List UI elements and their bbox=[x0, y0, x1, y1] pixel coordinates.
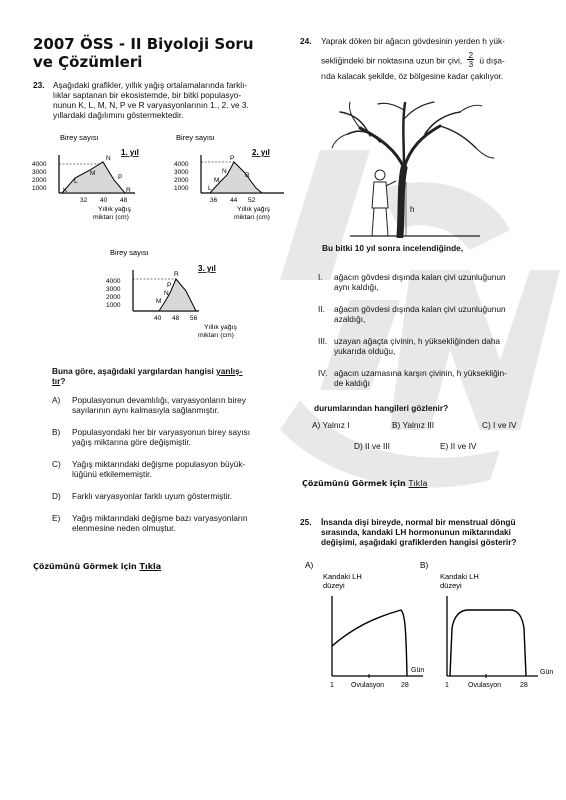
x-tick: 1 bbox=[330, 682, 334, 689]
option-text: Populasyondaki her bir varyasyonun birey sayısı bbox=[72, 427, 251, 437]
y-tick: 3000 bbox=[32, 169, 47, 176]
y-tick: 3000 bbox=[106, 286, 121, 293]
point-label: N bbox=[222, 168, 227, 175]
option-text: yağış miktarına göre değişmiştir. bbox=[72, 437, 191, 447]
option-b[interactable] bbox=[52, 427, 292, 447]
point-label: M bbox=[156, 298, 162, 305]
question-24-intro: Bu bitki 10 yıl sonra incelendiğinde, bbox=[322, 243, 464, 253]
statement-text: yukarıda olduğu, bbox=[334, 346, 396, 356]
x-tick: 56 bbox=[190, 315, 198, 322]
option-text: lüğünü etkilememiştir. bbox=[72, 469, 152, 479]
x-axis-unit: Gün bbox=[411, 667, 425, 674]
y-tick: 1000 bbox=[174, 185, 189, 192]
stem-line: lıklar saptanan bir ekosistemde, bir bitki populasyo- bbox=[53, 90, 242, 100]
question-number: 23. bbox=[33, 80, 45, 90]
option-letter: B) bbox=[420, 560, 429, 570]
x-tick: 40 bbox=[154, 315, 162, 322]
graph-y-label: Kandaki LH bbox=[323, 572, 362, 581]
y-tick: 4000 bbox=[32, 161, 47, 168]
statement-number: III. bbox=[318, 336, 328, 346]
x-axis-label: miktarı (cm) bbox=[198, 332, 234, 339]
point-label: K bbox=[63, 187, 68, 194]
question-number: 25. bbox=[300, 517, 312, 527]
point-label: P bbox=[118, 174, 123, 181]
prompt-mark: ? bbox=[60, 376, 66, 386]
y-tick: 4000 bbox=[174, 161, 189, 168]
x-axis-label: Yıllık yağış bbox=[98, 206, 131, 213]
stem-line: Aşağıdaki grafikler, yıllık yağış ortalamalarında farklı- bbox=[53, 80, 248, 90]
fraction bbox=[467, 51, 474, 68]
statement-item bbox=[318, 304, 553, 326]
stem-line: İnsanda dişi bireyde, normal bir menstrual döngü bbox=[321, 517, 516, 527]
x-axis-label: miktarı (cm) bbox=[93, 214, 129, 221]
point-label: M bbox=[214, 177, 220, 184]
fraction-numerator: 2 bbox=[468, 50, 474, 60]
graph-year-label: 2. yıl bbox=[252, 148, 270, 157]
x-axis-label: Yıllık yağış bbox=[204, 324, 237, 331]
point-label: L bbox=[208, 185, 212, 192]
question-24-options-row1 bbox=[302, 420, 552, 430]
option-letter: A) bbox=[305, 560, 314, 570]
x-tick: 28 bbox=[520, 682, 528, 689]
option-letter: D) bbox=[52, 491, 61, 501]
x-tick: 40 bbox=[100, 197, 108, 204]
statement-text: ağacın uzamasına karşın çivinin, h yüksekliğin- bbox=[334, 368, 507, 378]
link-prefix: Çözümünü Görmek için bbox=[302, 479, 409, 488]
stem-text: ü dışa- bbox=[479, 55, 505, 66]
x-tick: 52 bbox=[248, 197, 256, 204]
statement-text: uzayan ağaçta çivinin, h yüksekliğinden daha bbox=[334, 336, 501, 346]
prompt-emphasis: tır bbox=[52, 376, 61, 386]
graph-y-label: Birey sayısı bbox=[176, 133, 215, 142]
x-tick: 48 bbox=[172, 315, 180, 322]
x-tick: 28 bbox=[401, 682, 409, 689]
statement-item bbox=[318, 272, 553, 294]
point-label: R bbox=[126, 187, 131, 194]
statement-item bbox=[318, 336, 553, 358]
statement-text: ağacın gövdesi dışında kalan çivi uzunluğunun bbox=[334, 304, 506, 314]
link-prefix: Çözümünü Görmek için bbox=[33, 562, 140, 571]
graph-option-b bbox=[418, 558, 558, 693]
x-tick: 32 bbox=[80, 197, 88, 204]
point-label: P bbox=[230, 155, 235, 162]
option-e[interactable] bbox=[52, 513, 292, 533]
question-number: 24. bbox=[300, 36, 312, 46]
graph-year-label: 3. yıl bbox=[198, 264, 216, 273]
y-tick: 1000 bbox=[106, 302, 121, 309]
option-letter: C) bbox=[52, 459, 61, 469]
statement-text: aynı kaldığı, bbox=[334, 282, 379, 292]
stem-line: sırasında, kandaki LH hormonunun miktarındaki bbox=[321, 527, 511, 537]
stem-text: sekliğindeki bir noktasına uzun bir çivi, bbox=[321, 55, 463, 66]
y-tick: 2000 bbox=[174, 177, 189, 184]
y-tick: 3000 bbox=[174, 169, 189, 176]
x-tick: 44 bbox=[230, 197, 238, 204]
solution-link-23-anchor[interactable]: Tıkla bbox=[139, 562, 162, 571]
point-label: N bbox=[106, 155, 111, 162]
statement-number: II. bbox=[318, 304, 325, 314]
question-23-options bbox=[52, 395, 292, 533]
y-tick: 2000 bbox=[32, 177, 47, 184]
point-label: L bbox=[74, 178, 78, 185]
fraction-denominator: 3 bbox=[468, 59, 474, 69]
statement-text: ağacın gövdesi dışında kalan çivi uzunluğunun bbox=[334, 272, 506, 282]
option-c[interactable]: C) I ve IV bbox=[482, 420, 517, 430]
y-tick: 1000 bbox=[32, 185, 47, 192]
graph-y-label: Birey sayısı bbox=[60, 133, 99, 142]
x-axis-label: Yıllık yağış bbox=[237, 206, 270, 213]
option-c[interactable] bbox=[52, 459, 292, 479]
option-letter: E) bbox=[52, 513, 61, 523]
graph-y-label: düzeyi bbox=[323, 581, 345, 590]
question-24-items bbox=[318, 272, 553, 390]
graph-year-label: 1. yıl bbox=[121, 148, 139, 157]
graph-y-label: Kandaki LH bbox=[440, 572, 479, 581]
graph-y-label: Birey sayısı bbox=[110, 248, 149, 257]
question-24-prompt: durumlarından hangileri gözlenir? bbox=[314, 403, 449, 413]
statement-text: azaldığı, bbox=[334, 314, 366, 324]
height-label: h bbox=[410, 205, 415, 214]
statement-number: I. bbox=[318, 272, 323, 282]
x-tick: 36 bbox=[210, 197, 218, 204]
option-letter: B) bbox=[52, 427, 61, 437]
page-title: 2007 ÖSS - II Biyoloji Soru ve Çözümleri bbox=[33, 35, 254, 71]
point-label: M bbox=[90, 170, 96, 177]
point-label: R bbox=[245, 172, 250, 179]
option-text: Yağış miktarındaki değişme populasyon büyük- bbox=[72, 459, 246, 469]
graph-option-a bbox=[303, 558, 428, 693]
option-a[interactable]: A) Yalnız I bbox=[312, 420, 350, 430]
x-axis-label: miktarı (cm) bbox=[234, 214, 270, 221]
option-text: Populasyonun devamlılığı, varyasyonların birey bbox=[72, 395, 246, 405]
solution-link-23 bbox=[33, 562, 161, 571]
option-text: sayılarının aynı kalmasıyla sağlanmıştır. bbox=[72, 405, 220, 415]
stem-line: Yaprak döken bir ağacın gövdesinin yerden h yük- bbox=[321, 36, 505, 46]
stem-line: nunun K, L, M, N, P ve R varyasyonlarının 1., 2. ve 3. bbox=[53, 100, 249, 110]
prompt-text: Buna göre, aşağıdaki yargılardan hangisi bbox=[52, 366, 217, 376]
x-axis-unit: Gün bbox=[540, 669, 554, 676]
solution-link-24-anchor[interactable]: Tıkla bbox=[408, 479, 428, 488]
graph-year-3 bbox=[104, 245, 244, 345]
point-label: R bbox=[174, 271, 179, 278]
option-letter: A) bbox=[52, 395, 61, 405]
point-label: P bbox=[167, 282, 172, 289]
option-e[interactable]: E) II ve IV bbox=[440, 441, 477, 451]
x-tick: 48 bbox=[120, 197, 128, 204]
statement-number: IV. bbox=[318, 368, 328, 378]
stem-line: rıda kalacak şekilde, öz bölgesine kadar çakılıyor. bbox=[321, 71, 504, 81]
option-text: Farklı varyasyonlar farklı uyum göstermiştir. bbox=[72, 491, 232, 501]
graph-year-1 bbox=[30, 130, 145, 225]
graph-y-label: düzeyi bbox=[440, 581, 462, 590]
question-24-options-row2 bbox=[302, 441, 552, 451]
option-text: Yağış miktarındaki değişme bazı varyasyonların bbox=[72, 513, 248, 523]
y-tick: 2000 bbox=[106, 294, 121, 301]
x-tick: 1 bbox=[445, 682, 449, 689]
option-a[interactable] bbox=[52, 395, 292, 415]
question-23-prompt bbox=[52, 366, 284, 386]
stem-line: yıllardaki dağılımını göstermektedir. bbox=[53, 110, 184, 120]
graph-year-2 bbox=[172, 130, 287, 225]
prompt-emphasis: yanlış- bbox=[216, 366, 243, 376]
x-tick: Ovulasyon bbox=[468, 682, 502, 689]
option-d[interactable]: D) II ve III bbox=[354, 441, 390, 451]
option-d[interactable] bbox=[52, 491, 292, 501]
option-text: elenmesine neden olmuştur. bbox=[72, 523, 176, 533]
point-label: N bbox=[164, 290, 169, 297]
x-tick: Ovulasyon bbox=[351, 682, 385, 689]
stem-line: değişimi, aşağıdaki grafiklerden hangisi gösterir? bbox=[321, 537, 517, 547]
stem-line-with-fraction bbox=[321, 50, 505, 70]
solution-link-24 bbox=[302, 479, 427, 488]
y-tick: 4000 bbox=[106, 278, 121, 285]
statement-item bbox=[318, 368, 553, 390]
tree-illustration bbox=[330, 98, 500, 238]
statement-text: de kaldığı bbox=[334, 378, 370, 388]
option-b[interactable]: B) Yalnız III bbox=[392, 420, 435, 430]
